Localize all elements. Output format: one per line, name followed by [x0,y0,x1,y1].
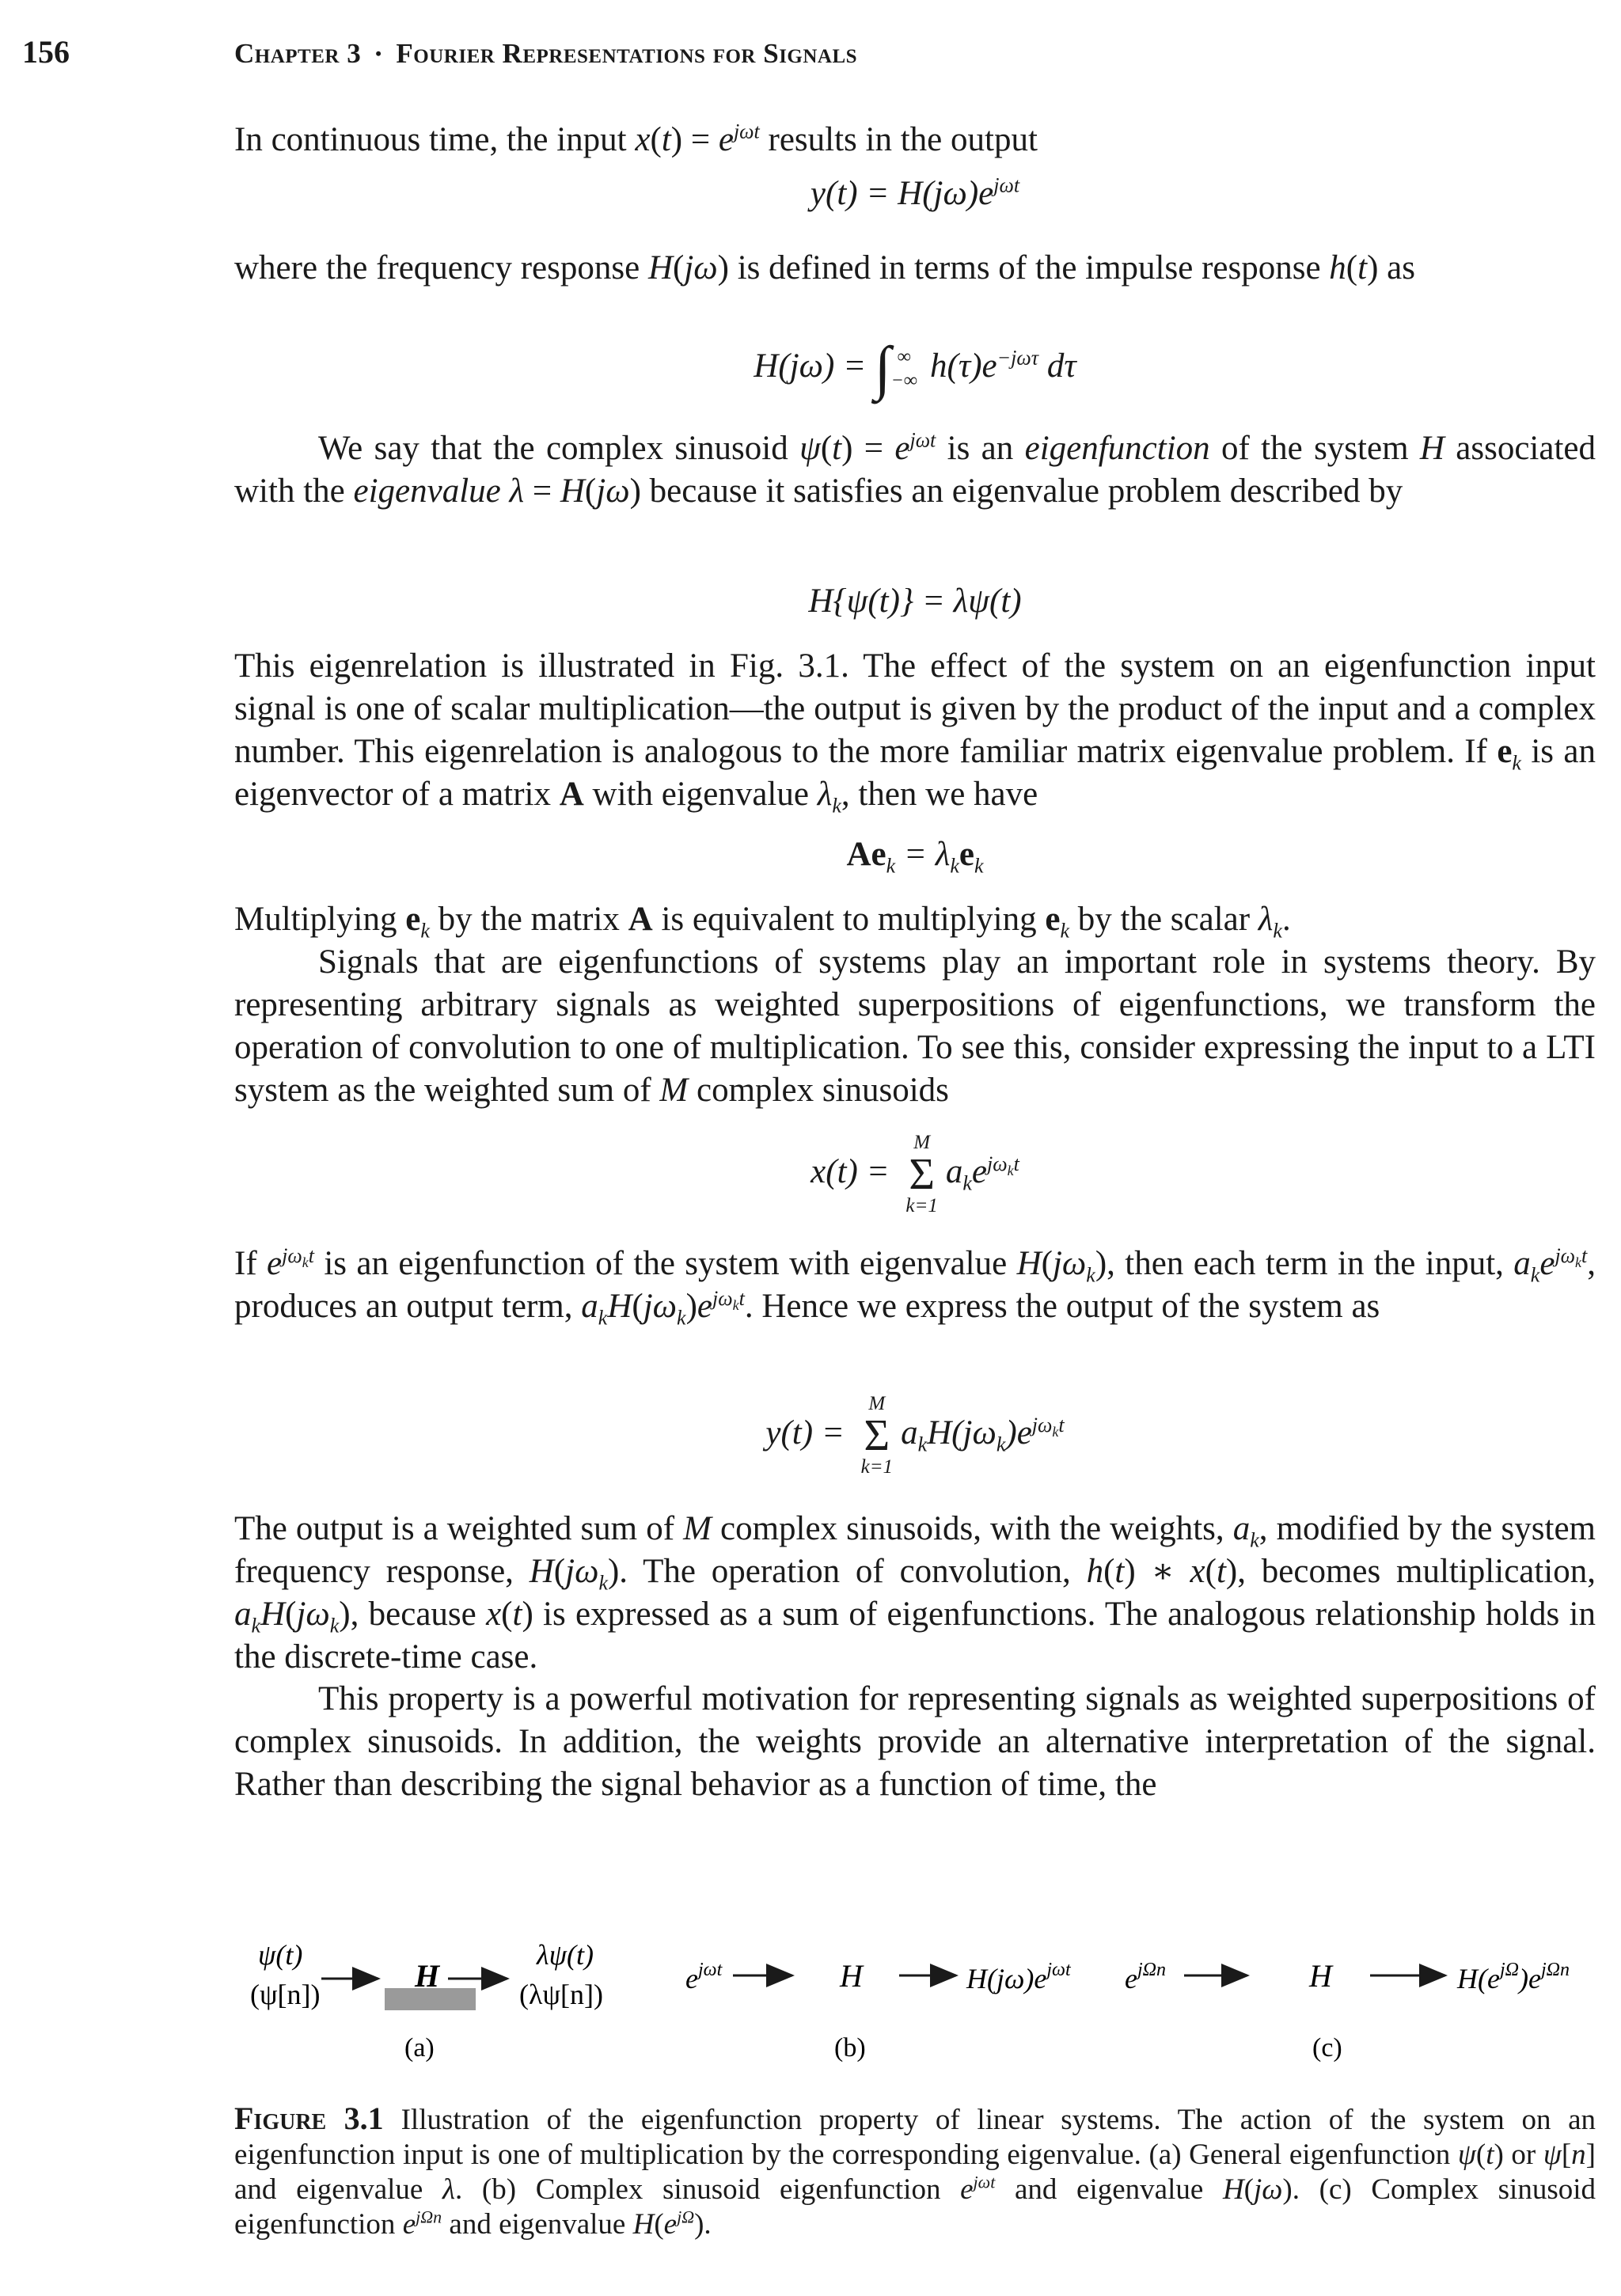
figure-panel-b [685,1958,1072,2063]
panel-c-system: H [1309,1958,1332,1994]
panel-b-label: (b) [834,2033,866,2063]
paragraph-5: Multiplying $e_k$ by the matrix A is equivalent to multiplying $e_k$ by the scalar $\lambda_k$. [234,901,1291,943]
chapter-title: Fourier Representations for Signals [396,38,858,69]
equation-eigenrelation: H{ψ(t)} = λψ(t) [808,583,1022,620]
panel-a-label: (a) [404,2033,435,2063]
equation-input-sum: x(t) = M Σ k=1 $a_ke^{j\omega_kt}$ [810,1132,1019,1216]
equation-matrix-eigen: $Ae_k = \lambda_ke_k$ [846,836,984,878]
paragraph-8: The output is a weighted sum of M complex sinusoids, with the weights, $a_k$, modified by the system frequency response, $H(j\omega_k)$. The operation of convolution, h(t) ∗ x(t), becomes multiplication, $a_kH(j\omega_k)$, because x(t) is expressed as a sum of eigenfunctions. The analogous relationship holds in the discrete-time case. [234,1510,1596,1676]
chapter-label: Chapter 3 [234,38,362,69]
panel-c-input: $e^{j\Omega n}$ [1125,1960,1167,1994]
panel-b-system: H [840,1958,863,1994]
figure-label: Figure 3.1 [234,2101,384,2136]
paragraph-4: This eigenrelation is illustrated in Fig. 3.1. The effect of the system on an eigenfunction input signal is one of scalar multiplication—the output is given by the product of the input and a complex number. This eigenrelation is analogous to the more familiar matrix eigenvalue problem. If $e_k$ is an eigenvector of a matrix A with eigenvalue $\lambda_k$, then we have [234,647,1596,818]
paragraph-9: This property is a powerful motivation for representing signals as weighted superpositions of complex sinusoids. In addition, the weights provide an alternative interpretation of the signal. Rather than describing the signal behavior as a function of time, the [234,1680,1596,1803]
paragraph-3: We say that the complex sinusoid $\psi(t) = e^{j\omega t}$ is an eigenfunction of the system H associated with the eigenvalue λ = H(jω) because it satisfies an eigenvalue problem described by [234,428,1596,510]
paragraph-1: In continuous time, the input $x(t) = e^{j\omega t}$ results in the output [234,120,1038,158]
equation-output: $y(t) = H(j\omega)e^{j\omega t}$ [810,173,1020,212]
page-number: 156 [22,34,70,70]
equation-output-sum: y(t) = M Σ k=1 $a_kH(j\omega_k)e^{j\omega_kt}$ [765,1393,1065,1478]
panel-a-output: λψ(t) [537,1939,594,1971]
paragraph-2: where the frequency response H(jω) is defined in terms of the impulse response h(t) as [234,249,1415,287]
paragraph-6: Signals that are eigenfunctions of systems play an important role in systems theory. By representing arbitrary signals as weighted superpositions of eigenfunctions, we transform the operation of convolution to one of multiplication. To see this, consider expressing the input to a LTI system as the weighted sum of M complex sinusoids [234,943,1596,1109]
panel-c-output: $H(e^{j\Omega})e^{j\Omega n}$ [1457,1960,1570,1994]
panel-c-label: (c) [1312,2033,1342,2063]
panel-a-input-discrete: (ψ[n]) [250,1979,321,2010]
separator-bullet: • [375,44,382,63]
equation-frequency-response: H(jω) = ∫ ∞ −∞ $h(\tau)e^{-j\omega\tau}$ dτ [754,335,1076,401]
running-head [234,38,857,70]
paragraph-7: If $e^{j\omega_kt}$ is an eigenfunction of the system with eigenvalue $H(j\omega_k)$, then each term in the input, $a_ke^{j\omega_kt}$, produces an output term, $a_kH(j\omega_k)e^{j\omega_kt}$. Hence we express the output of the system as [234,1243,1596,1330]
panel-b-output: $H(j\omega)e^{j\omega t}$ [966,1960,1071,1994]
figure-panel-a [250,1939,603,2063]
figure-eigenfunction-diagram [234,1915,1596,2074]
figure-caption: Figure 3.1 Illustration of the eigenfunction property of linear systems. The action of the system on an eigenfunction input is one of multiplication by the corresponding eigenvalue. (a) General eigenfunction ψ(t) or ψ[n] and eigenvalue λ. (b) Complex sinusoid eigenfunction $e^{j\omega t}$ and eigenvalue H(jω). (c) Complex sinusoid eigenfunction $e^{j\Omega n}$ and eigenvalue $H(e^{j\Omega})$. [234,2101,1596,2241]
panel-b-input: $e^{j\omega t}$ [685,1960,723,1994]
figure-panel-c [1125,1958,1570,2063]
panel-a-output-discrete: (λψ[n]) [519,1979,603,2010]
panel-a-input: ψ(t) [258,1939,303,1971]
panel-a-system: H [415,1958,440,1994]
